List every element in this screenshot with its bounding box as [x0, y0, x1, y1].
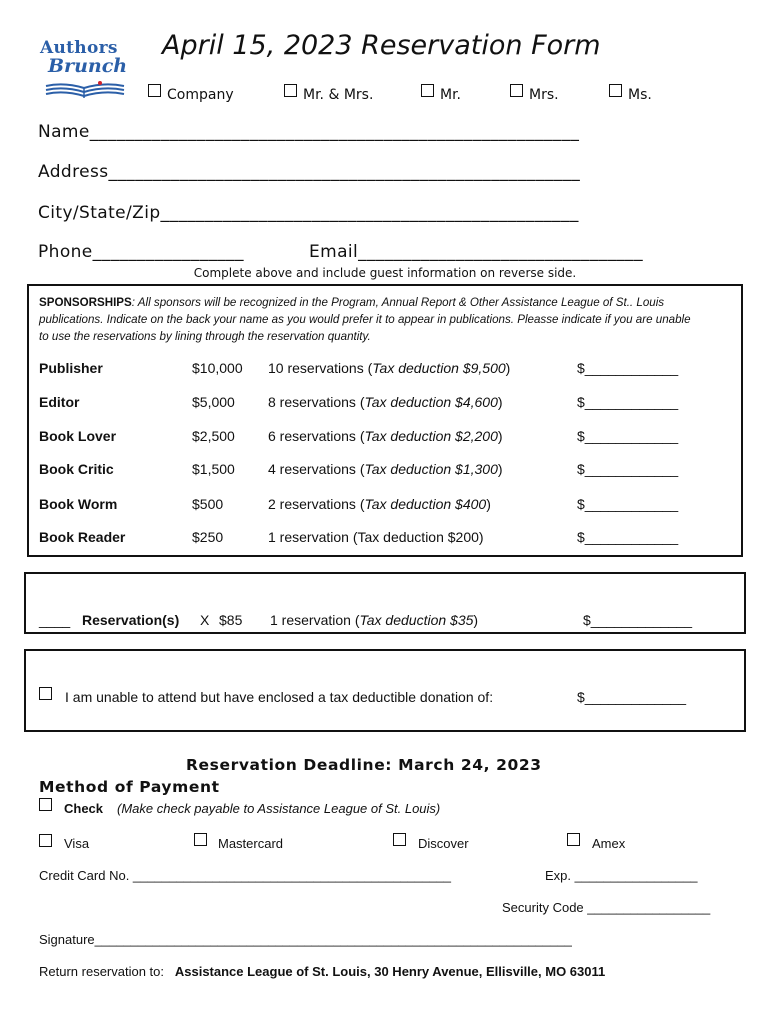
salutation-mr[interactable] [421, 84, 461, 103]
salutation-company[interactable] [148, 84, 234, 103]
company-checkbox[interactable] [148, 84, 161, 97]
payment-heading: Method of Payment [39, 778, 220, 796]
mastercard-label: Mastercard [218, 836, 284, 851]
tier-row [0, 529, 770, 547]
authors-brunch-logo [38, 38, 130, 104]
tier-name: Editor [39, 394, 80, 410]
amex-checkbox[interactable] [567, 833, 580, 846]
reservation-row [0, 612, 770, 630]
tier-row [0, 394, 770, 412]
address-field[interactable]: Address_____________________________________________________ [38, 162, 581, 182]
tier-amount: $5,000 [192, 394, 235, 410]
tier-amount-blank[interactable]: $____________ [577, 394, 679, 410]
visa-label: Visa [64, 836, 90, 851]
check-label: Check [64, 801, 104, 816]
logo-line1: Authors [40, 38, 118, 58]
ms-checkbox[interactable] [609, 84, 622, 97]
tier-row [0, 428, 770, 446]
check-checkbox[interactable] [39, 798, 52, 811]
visa-checkbox[interactable] [39, 834, 52, 847]
tier-row [0, 496, 770, 514]
mr-mrs-checkbox[interactable] [284, 84, 297, 97]
name-field[interactable]: Name_______________________________________________________ [38, 122, 580, 142]
tier-name: Book Critic [39, 461, 114, 477]
salutation-mrs[interactable] [510, 84, 559, 103]
credit-card-number-field[interactable]: Credit Card No. ____________________________________________ [39, 868, 452, 883]
tier-reservations: 2 reservations (Tax deduction $400) [268, 496, 491, 512]
donation-text: I am unable to attend but have enclosed a tax deductible donation of: [65, 689, 494, 705]
salutation-label: Mr. & Mrs. [303, 87, 374, 103]
instruction-note: Complete above and include guest information on reverse side. [193, 266, 577, 280]
reservation-label: Reservation(s) [82, 612, 180, 628]
mr-checkbox[interactable] [421, 84, 434, 97]
reservation-qty-blank[interactable]: ____ [39, 612, 71, 628]
reservation-amount-blank[interactable]: $_____________ [583, 612, 693, 628]
salutation-label: Mr. [440, 87, 461, 103]
reservation-deduction: 1 reservation (Tax deduction $35) [270, 612, 479, 628]
tier-name: Book Lover [39, 428, 117, 444]
email-field[interactable]: Email________________________________ [309, 242, 643, 262]
tier-row [0, 461, 770, 479]
tier-name: Publisher [39, 360, 103, 376]
phone-field[interactable]: Phone_________________ [38, 242, 244, 262]
salutation-mr-mrs[interactable] [284, 84, 373, 103]
salutation-label: Company [167, 87, 234, 103]
salutation-label: Ms. [628, 87, 652, 103]
logo-line2: Brunch [48, 55, 128, 77]
return-label: Return reservation to: [39, 964, 165, 979]
reservation-price: $85 [219, 612, 243, 628]
discover-label: Discover [418, 836, 469, 851]
return-address-line [39, 964, 605, 979]
tier-amount: $10,000 [192, 360, 243, 376]
sponsorship-heading: SPONSORSHIPS [39, 296, 132, 309]
tier-amount-blank[interactable]: $____________ [577, 360, 679, 376]
return-address: Assistance League of St. Louis, 30 Henry Avenue, Ellisville, MO 63011 [174, 964, 606, 979]
open-book-icon [42, 80, 128, 102]
city-state-zip-field[interactable]: City/State/Zip_______________________________________________ [38, 203, 579, 223]
tier-row [0, 360, 770, 378]
tier-reservations: 6 reservations (Tax deduction $2,200) [268, 428, 503, 444]
expiration-field[interactable]: Exp. _________________ [545, 868, 698, 883]
tier-amount-blank[interactable]: $____________ [577, 496, 679, 512]
tier-amount-blank[interactable]: $____________ [577, 461, 679, 477]
discover-checkbox[interactable] [393, 833, 406, 846]
security-code-field[interactable]: Security Code _________________ [502, 900, 711, 915]
donation-amount-blank[interactable]: $_____________ [577, 689, 687, 705]
mastercard-checkbox[interactable] [194, 833, 207, 846]
tier-reservations: 10 reservations (Tax deduction $9,500) [268, 360, 511, 376]
reservation-times: X [200, 612, 210, 628]
reservation-deadline: Reservation Deadline: March 24, 2023 [186, 756, 542, 774]
signature-field[interactable]: Signature__________________________________________________________________ [39, 932, 572, 947]
sponsorship-text: : All sponsors will be recognized in the Program, Annual Report & Other Assistance League of St.. Louis publications. Indicate on the back your name as you would prefer it to appear in publications. Pleasse indicate if you are unable to use the reservations by lining through the reservation quantity. [39, 296, 691, 343]
tier-name: Book Worm [39, 496, 118, 512]
donation-checkbox[interactable] [39, 687, 52, 700]
sponsorship-intro [39, 294, 699, 345]
tier-name: Book Reader [39, 529, 126, 545]
tier-amount: $250 [192, 529, 224, 545]
tier-reservations: 1 reservation (Tax deduction $200) [268, 529, 484, 545]
tier-amount: $2,500 [192, 428, 235, 444]
tier-amount: $1,500 [192, 461, 235, 477]
tier-reservations: 4 reservations (Tax deduction $1,300) [268, 461, 503, 477]
mrs-checkbox[interactable] [510, 84, 523, 97]
salutation-label: Mrs. [529, 87, 559, 103]
amex-label: Amex [592, 836, 626, 851]
check-note: (Make check payable to Assistance League of St. Louis) [117, 801, 441, 816]
salutation-ms[interactable] [609, 84, 652, 103]
form-title: April 15, 2023 Reservation Form [162, 30, 601, 61]
tier-reservations: 8 reservations (Tax deduction $4,600) [268, 394, 503, 410]
tier-amount-blank[interactable]: $____________ [577, 529, 679, 545]
tier-amount: $500 [192, 496, 224, 512]
tier-amount-blank[interactable]: $____________ [577, 428, 679, 444]
